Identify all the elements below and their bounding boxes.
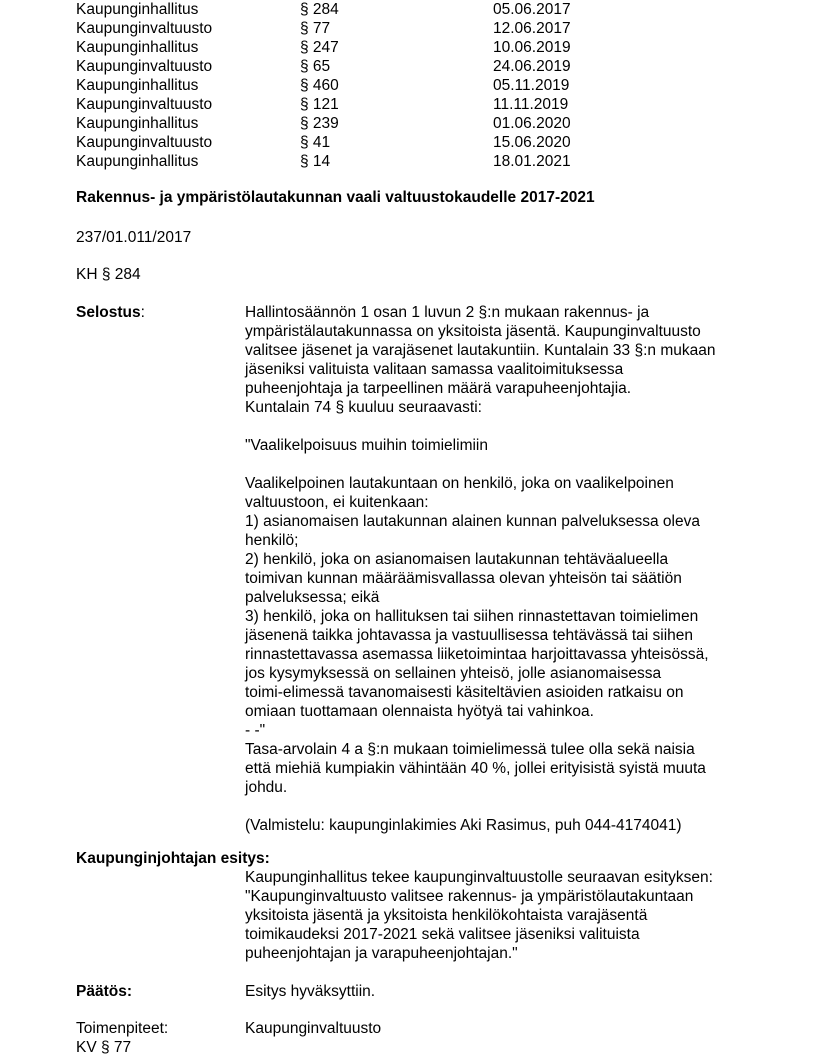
selostus-label-colon: : — [140, 304, 145, 321]
history-paragraph: § 247 — [300, 39, 339, 56]
text-line: yksitoista jäsentä ja yksitoista henkilökohtaista varajäsentä — [245, 907, 648, 924]
text-line: valtuustoon, ei kuitenkaan: — [245, 494, 429, 511]
text-line: omiaan tuottamaan olennaista hyötyä tai vahinkoa. — [245, 703, 594, 720]
text-line: Kaupunginhallitus tekee kaupunginvaltuustolle seuraavan esityksen: — [245, 869, 713, 886]
text-line: että miehiä kumpiakin vähintään 40 %, jollei erityisistä syistä muuta — [245, 760, 706, 777]
history-row — [0, 0, 816, 19]
selostus-text — [245, 303, 715, 835]
history-row — [0, 57, 816, 76]
diary-number: 237/01.011/2017 — [76, 229, 192, 246]
text-line: 3) henkilö, joka on hallituksen tai siihen rinnastettavan toimielimen — [245, 608, 699, 625]
history-row — [0, 38, 816, 57]
history-paragraph: § 14 — [300, 153, 331, 170]
text-line: jäsenenä taikka johtavassa ja vastuullisessa tehtävässä tai siihen — [245, 627, 694, 644]
history-body: Kaupunginvaltuusto — [76, 134, 213, 151]
text-line: johdu. — [245, 779, 288, 796]
selostus-label — [76, 303, 145, 322]
proposal-text — [245, 868, 713, 963]
history-paragraph: § 65 — [300, 58, 331, 75]
history-row — [0, 152, 816, 171]
history-body: Kaupunginhallitus — [76, 115, 199, 132]
history-date: 05.11.2019 — [493, 77, 570, 94]
history-date: 12.06.2017 — [493, 20, 571, 37]
history-date: 01.06.2020 — [493, 115, 571, 132]
text-line: ympäristälautakunnassa on yksitoista jäsentä. Kaupunginvaltuusto — [245, 323, 701, 340]
history-row — [0, 76, 816, 95]
history-date: 05.06.2017 — [493, 1, 571, 18]
history-date: 24.06.2019 — [493, 58, 571, 75]
text-line: henkilö; — [245, 532, 299, 549]
text-line: toimi-elimessä tavanomaisesti käsiteltävien asioiden ratkaisu on — [245, 684, 684, 701]
history-body: Kaupunginhallitus — [76, 153, 199, 170]
proposal-label: Kaupunginjohtajan esitys: — [76, 850, 270, 867]
text-line — [245, 797, 715, 816]
history-body: Kaupunginhallitus — [76, 77, 199, 94]
history-body: Kaupunginvaltuusto — [76, 96, 213, 113]
text-line: toimikaudeksi 2017-2021 sekä valitsee jäseniksi valituista — [245, 926, 640, 943]
text-line: puheenjohtajan ja varapuheenjohtajan." — [245, 945, 518, 962]
history-paragraph: § 41 — [300, 134, 331, 151]
history-date: 10.06.2019 — [493, 39, 571, 56]
text-line: 2) henkilö, joka on asianomaisen lautakunnan tehtäväalueella — [245, 551, 669, 568]
history-body: Kaupunginhallitus — [76, 1, 199, 18]
history-row — [0, 95, 816, 114]
text-line: "Vaalikelpoisuus muihin toimielimiin — [245, 437, 488, 454]
text-line: Kuntalain 74 § kuuluu seuraavasti: — [245, 399, 482, 416]
history-date: 15.06.2020 — [493, 134, 571, 151]
text-line: puheenjohtaja ja tarpeellinen määrä varapuheenjohtajia. — [245, 380, 632, 397]
history-body: Kaupunginvaltuusto — [76, 20, 213, 37]
actions-label: Toimenpiteet: — [76, 1020, 169, 1037]
history-body: Kaupunginhallitus — [76, 39, 199, 56]
text-line: palveluksessa; eikä — [245, 589, 380, 606]
history-paragraph: § 284 — [300, 1, 339, 18]
history-date: 11.11.2019 — [493, 96, 569, 113]
text-line: Tasa-arvolain 4 a §:n mukaan toimielimessä tulee olla sekä naisia — [245, 741, 695, 758]
history-paragraph: § 121 — [300, 96, 339, 113]
text-line: Hallintosäännön 1 osan 1 luvun 2 §:n mukaan rakennus- ja — [245, 304, 650, 321]
history-body: Kaupunginvaltuusto — [76, 58, 213, 75]
text-line: "Kaupunginvaltuusto valitsee rakennus- ja ympäristölautakuntaan — [245, 888, 694, 905]
text-line: jäseniksi valituista valitaan samassa vaalitoimituksessa — [245, 361, 624, 378]
text-line: - -" — [245, 722, 266, 739]
decision-label: Päätös: — [76, 983, 132, 1000]
text-line — [245, 417, 715, 436]
kh-reference: KH § 284 — [76, 266, 141, 283]
item-title: Rakennus- ja ympäristölautakunnan vaali valtuustokaudelle 2017-2021 — [76, 189, 595, 206]
selostus-label-text: Selostus — [76, 304, 141, 321]
history-paragraph: § 239 — [300, 115, 339, 132]
kv-reference: KV § 77 — [76, 1039, 132, 1056]
history-row — [0, 133, 816, 152]
history-row — [0, 19, 816, 38]
text-line: toimivan kunnan määräämisvallassa olevan yhteisön tai säätiön — [245, 570, 682, 587]
decision-text: Esitys hyväksyttiin. — [245, 983, 376, 1000]
actions-text: Kaupunginvaltuusto — [245, 1020, 382, 1037]
text-line: Vaalikelpoinen lautakuntaan on henkilö, joka on vaalikelpoinen — [245, 475, 674, 492]
history-paragraph: § 77 — [300, 20, 331, 37]
text-line: rinnastettavassa asemassa liiketoimintaa harjoittavassa yhteisössä, — [245, 646, 709, 663]
history-paragraph: § 460 — [300, 77, 339, 94]
text-line: (Valmistelu: kaupunginlakimies Aki Rasimus, puh 044-4174041) — [245, 817, 682, 834]
text-line: valitsee jäsenet ja varajäsenet lautakuntiin. Kuntalain 33 §:n mukaan — [245, 342, 716, 359]
text-line — [245, 455, 715, 474]
text-line: 1) asianomaisen lautakunnan alainen kunnan palveluksessa oleva — [245, 513, 700, 530]
text-line: jos kysymyksessä on sellainen yhteisö, jolle asianomaisessa — [245, 665, 662, 682]
history-row — [0, 114, 816, 133]
history-date: 18.01.2021 — [493, 153, 571, 170]
